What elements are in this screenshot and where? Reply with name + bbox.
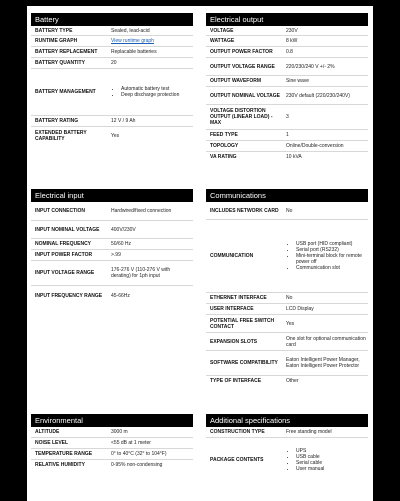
spec-value: 10 kVA (286, 154, 302, 160)
battery-panel (31, 13, 193, 144)
spec-row (31, 438, 193, 449)
spec-row (31, 127, 193, 144)
spec-value: Other (286, 378, 299, 384)
spec-value: LCD Display (286, 306, 314, 312)
spec-value: 3 (286, 114, 289, 120)
spec-label: VOLTAGE DISTORTION OUTPUT (LINEAR LOAD) - MAX (210, 108, 273, 126)
spec-row (31, 460, 193, 470)
spec-row (206, 87, 368, 105)
spec-row (206, 26, 368, 36)
additional-specifications-panel (206, 414, 368, 482)
spec-label: ALTITUDE (35, 429, 60, 435)
spec-row (206, 36, 368, 47)
list-item: • Serial port (RS232) (296, 247, 366, 253)
spec-row (31, 202, 193, 221)
spec-label: BATTERY TYPE (35, 27, 73, 34)
spec-label: TEMPERATURE RANGE (35, 451, 93, 457)
spec-value: 400V/230V (111, 226, 136, 233)
spec-value: 1 (286, 132, 289, 138)
environmental-panel (31, 414, 193, 470)
spec-value: 176-276 V (110-276 V with derating) for 1ph input (111, 267, 171, 279)
spec-value: 230V default (220/230/240V) (286, 92, 350, 99)
spec-row (206, 351, 368, 376)
spec-label: BATTERY MANAGEMENT (35, 89, 96, 95)
spec-label: BATTERY REPLACEMENT (35, 49, 98, 55)
list-item: • Serial cable (296, 460, 324, 466)
spec-row (206, 58, 368, 76)
spec-value: Yes (111, 132, 120, 139)
spec-value: 0-95% non-condensing (111, 462, 163, 468)
spec-value: 0.8 (286, 49, 293, 55)
spec-label: INPUT VOLTAGE RANGE (35, 270, 95, 276)
spec-label: INPUT POWER FACTOR (35, 252, 93, 258)
spec-label: OUTPUT VOLTAGE RANGE (210, 63, 275, 70)
list-item: • USB port (HID compliant) (296, 241, 366, 247)
spec-value-list (109, 69, 193, 115)
spec-label: SOFTWARE COMPATIBILITY (210, 360, 278, 366)
spec-value: 230V (286, 27, 298, 34)
spec-row (31, 26, 193, 36)
spec-row (31, 239, 193, 250)
spec-value: 8 kW (286, 38, 298, 44)
spec-label: OUTPUT WAVEFORM (210, 78, 262, 84)
spec-label: VA RATING (210, 154, 237, 160)
spec-row (31, 116, 193, 127)
spec-value: 0° to 40°C (32° to 104°F) (111, 451, 167, 457)
spec-value: One slot for optional communication card (286, 335, 366, 348)
spec-value: 45-66Hz (111, 293, 130, 299)
spec-row (206, 130, 368, 141)
spec-value: 12 V / 9 Ah (111, 118, 136, 124)
spec-row (206, 105, 368, 130)
spec-row (31, 261, 193, 286)
spec-row (206, 427, 368, 438)
spec-value: <55 dB at 1 meter (111, 440, 151, 446)
spec-row (31, 427, 193, 438)
spec-row (206, 141, 368, 152)
spec-label: TOPOLOGY (210, 143, 239, 149)
spec-value: Yes (286, 320, 295, 327)
spec-row (206, 315, 368, 333)
spec-label: WATTAGE (210, 38, 235, 44)
spec-value-list (284, 438, 368, 482)
panel-title: Battery (31, 13, 193, 26)
spec-label: BATTERY RATING (35, 118, 79, 124)
spec-value: >.99 (111, 252, 121, 258)
spec-row (206, 220, 368, 293)
spec-row (31, 449, 193, 460)
spec-label: NOISE LEVEL (35, 440, 69, 446)
spec-row (31, 58, 193, 69)
spec-label: RELATIVE HUMIDITY (35, 462, 85, 468)
spec-label: FEED TYPE (210, 132, 238, 138)
spec-value: Sine wave (286, 78, 310, 84)
spec-row (206, 293, 368, 304)
spec-label: OUTPUT POWER FACTOR (210, 49, 273, 55)
spec-row (206, 438, 368, 482)
spec-value: Online/Double-conversion (286, 143, 344, 149)
electrical-output-panel (206, 13, 368, 162)
spec-value: 50/60 Hz (111, 241, 132, 247)
list-item: • User manual (296, 466, 324, 472)
spec-label: USER INTERFACE (210, 306, 254, 312)
panel-title: Electrical input (31, 189, 193, 202)
spec-label: COMMUNICATION (210, 253, 254, 259)
spec-row (31, 250, 193, 261)
spec-label: TYPE OF INTERFACE (210, 378, 262, 384)
spec-label: NOMINAL FREQUENCY (35, 241, 92, 247)
spec-row (31, 69, 193, 116)
list-item: • Automatic battery test (121, 86, 179, 92)
spec-label: INPUT NOMINAL VOLTAGE (35, 226, 100, 233)
panel-title: Electrical output (206, 13, 368, 26)
spec-label: VOLTAGE (210, 27, 234, 34)
list-item: • USB cable (296, 454, 324, 460)
spec-row (206, 76, 368, 87)
spec-value: Free standing model (286, 429, 332, 435)
spec-row (31, 286, 193, 306)
spec-row (206, 333, 368, 351)
panel-title: Additional specifications (206, 414, 368, 427)
spec-page (27, 6, 373, 501)
spec-label: INCLUDES NETWORK CARD (210, 207, 279, 214)
spec-row (206, 47, 368, 58)
spec-row (31, 36, 193, 47)
spec-row (206, 152, 368, 162)
panel-title: Communications (206, 189, 368, 202)
communications-panel (206, 189, 368, 386)
spec-label: ETHERNET INTERFACE (210, 295, 267, 301)
spec-label: EXTENDED BATTERY CAPABILITY (35, 129, 87, 142)
spec-value: Replacable batteries (111, 49, 157, 55)
spec-row (206, 304, 368, 315)
runtime-graph-link[interactable]: View runtime graph (111, 38, 154, 44)
spec-row (31, 221, 193, 239)
spec-label: BATTERY QUANTITY (35, 60, 85, 66)
list-item: • UPS (296, 448, 324, 454)
spec-label: EXPANSION SLOTS (210, 338, 258, 345)
list-item: • Deep discharge protection (121, 92, 179, 98)
list-item: • Communication slot (296, 265, 366, 271)
spec-value: 220/230/240 V +/- 2% (286, 63, 335, 70)
spec-label: INPUT CONNECTION (35, 208, 85, 214)
spec-label: OUTPUT NOMINAL VOLTAGE (210, 92, 280, 99)
spec-label: RUNTIME GRAPH (35, 38, 78, 44)
spec-row (206, 202, 368, 220)
list-item: • Mini-terminal block for remote power off (296, 253, 366, 265)
spec-label: INPUT FREQUENCY RANGE (35, 293, 103, 299)
spec-value: 3000 m (111, 429, 128, 435)
spec-value: Sealed, lead-acid (111, 27, 150, 34)
spec-row (31, 47, 193, 58)
spec-value: Hardwired/fixed connection (111, 208, 172, 214)
spec-value: No (286, 207, 293, 214)
spec-value: Eaton Intelligent Power Manager, Eaton Intelligent Power Protector (286, 357, 360, 369)
spec-row (206, 376, 368, 386)
spec-label: PACKAGE CONTENTS (210, 457, 264, 463)
spec-value: 20 (111, 60, 117, 66)
spec-label: CONSTRUCTION TYPE (210, 429, 265, 435)
electrical-input-panel (31, 189, 193, 306)
spec-value: No (286, 295, 293, 301)
panel-title: Environmental (31, 414, 193, 427)
spec-label: POTENTIAL FREE SWITCH CONTACT (210, 317, 275, 330)
spec-value-list (284, 220, 368, 292)
